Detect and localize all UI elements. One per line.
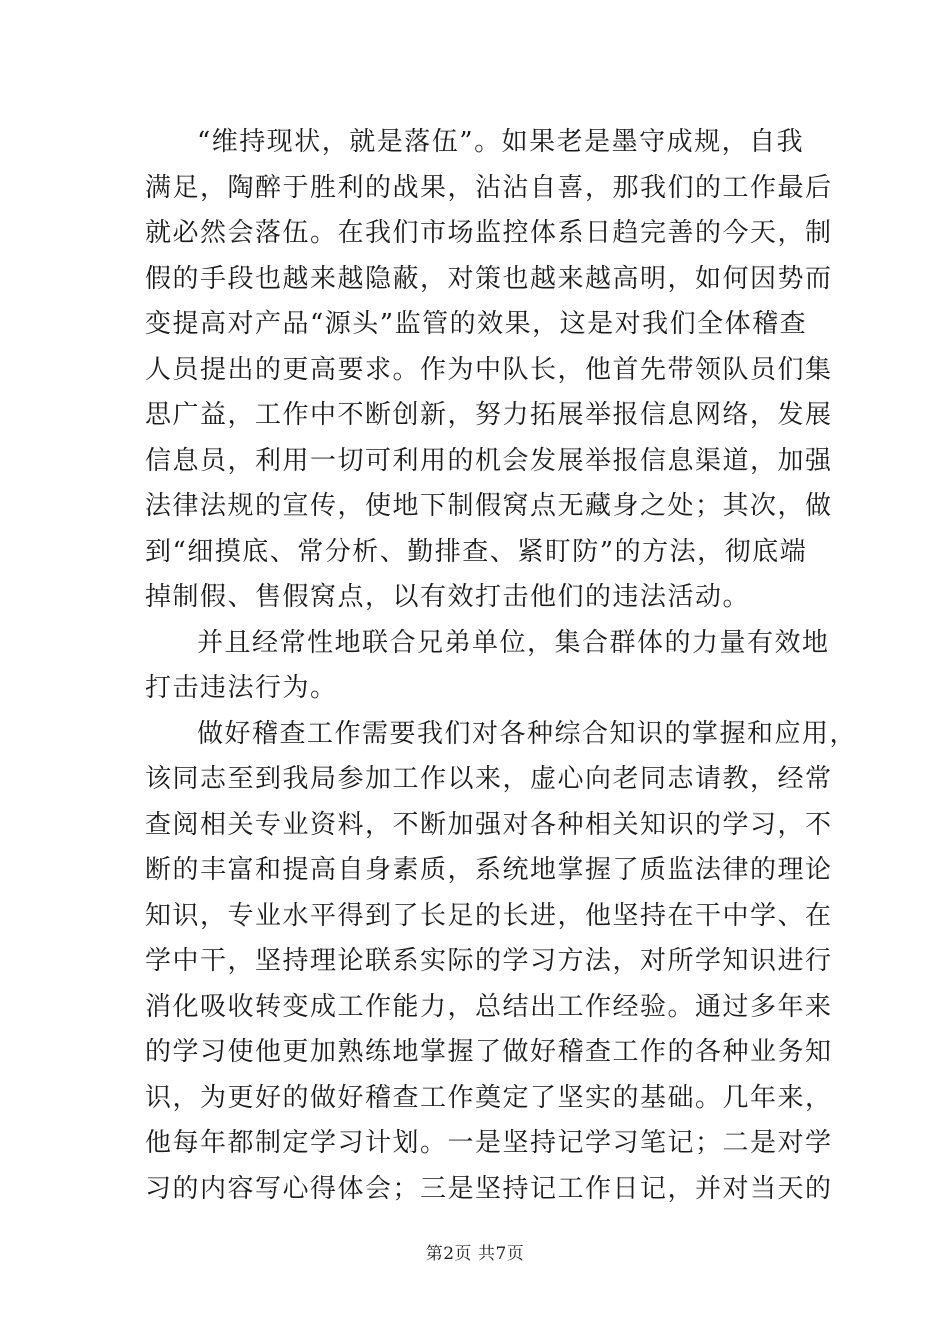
paragraph-line: 人员提出的更高要求。作为中队长，他首先带领队员们集 [145,354,833,385]
paragraph-line: 消化吸收转变成工作能力，总结出工作经验。通过多年来 [145,991,833,1022]
page-number-footer: 第2页 共7页 [425,1244,525,1264]
paragraph-line: 打击违法行为。 [145,673,338,703]
paragraph-line: “维持现状，就是落伍”。如果老是墨守成规，自我 [197,127,805,157]
paragraph-line: 该同志至到我局参加工作以来，虚心向老同志请教，经常 [145,764,833,794]
paragraph-line: 信息员，利用一切可利用的机会发展举报信息渠道，加强 [145,445,833,476]
paragraph-line: 他每年都制定学习计划。一是坚持记学习笔记；二是对学 [145,1128,833,1158]
paragraph-line: 掉制假、售假窝点，以有效打击他们的违法活动。 [145,582,751,612]
paragraph-line: 变提高对产品“源头”监管的效果，这是对我们全体稽查 [145,309,808,339]
paragraph-line: 法律法规的宣传，使地下制假窝点无藏身之处；其次，做 [145,491,833,521]
paragraph-line: 假的手段也越来越隐蔽，对策也越来越高明，如何因势而 [145,263,833,294]
paragraph-line: 查阅相关专业资料，不断加强对各种相关知识的学习，不 [145,809,833,840]
paragraph-line: 习的内容写心得体会；三是坚持记工作日记，并对当天的 [145,1173,833,1204]
paragraph-line: 就必然会落伍。在我们市场监控体系日趋完善的今天，制 [145,218,833,248]
document-body [145,120,858,1212]
paragraph-line: 满足，陶醉于胜利的战果，沾沾自喜，那我们的工作最后 [145,172,833,203]
paragraph-line: 做好稽查工作需要我们对各种综合知识的掌握和应用， [197,718,858,749]
paragraph-line: 断的丰富和提高自身素质，系统地掌握了质监法律的理论 [145,855,833,885]
paragraph-line: 到“细摸底、常分析、勤排查、紧盯防”的方法，彻底端 [145,536,808,567]
paragraph-line: 的学习使他更加熟练地掌握了做好稽查工作的各种业务知 [145,1037,833,1067]
paragraph-line: 思广益，工作中不断创新，努力拓展举报信息网络，发展 [145,400,833,430]
paragraph-line: 学中干，坚持理论联系实际的学习方法，对所学知识进行 [145,946,833,976]
paragraph-line: 并且经常性地联合兄弟单位，集合群体的力量有效地 [197,627,830,658]
paragraph-line: 知识，专业水平得到了长足的长进，他坚持在干中学、在 [145,900,833,931]
paragraph-line: 识，为更好的做好稽查工作奠定了坚实的基础。几年来， [145,1082,833,1113]
